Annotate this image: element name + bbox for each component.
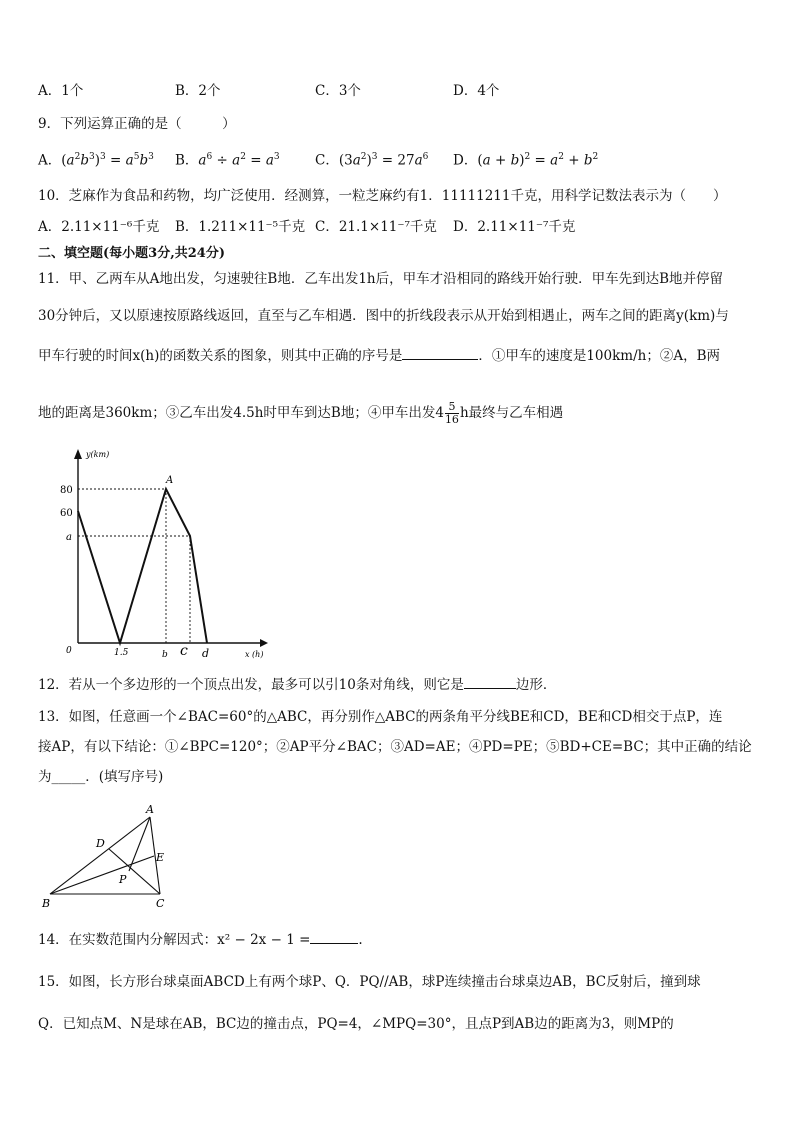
q14-text: 14．在实数范围内分解因式：x² − 2x − 1 = . — [38, 932, 363, 948]
graph-polyline — [78, 489, 207, 643]
answer-blank — [310, 931, 358, 944]
q8-option-d: D．4个 — [453, 83, 500, 99]
q13-line3: 为_____．(填写序号) — [38, 769, 164, 785]
y-tick-80: 80 — [60, 485, 73, 496]
label-a: A — [146, 803, 154, 816]
q11-line1: 11．甲、乙两车从A地出发，匀速驶往B地．乙车出发1h后，甲车才沿相同的路线开始行驶．甲车先到达B地并停留 — [38, 271, 724, 287]
triangle-figure — [38, 798, 178, 913]
label-d: D — [96, 837, 105, 850]
x-tick-b: b — [162, 650, 168, 660]
q9-option-a: A．$(a^2b^3)^3 = a^5b^3$ — [38, 152, 154, 169]
section-title: 二、填空题(每小题3分,共24分) — [38, 246, 225, 261]
q9-option-d: D．$(a + b)^2 = a^2 + b^2$ — [453, 152, 599, 169]
q11-line3: 甲车行驶的时间x(h)的函数关系的图象，则其中正确的序号是 ．①甲车的速度是100km/h；②A，B两 — [38, 348, 721, 364]
answer-blank — [402, 347, 478, 360]
y-tick-a: a — [66, 532, 72, 543]
origin-label: 0 — [66, 646, 72, 656]
label-p: P — [119, 873, 127, 886]
distance-time-graph — [40, 445, 275, 670]
answer-blank — [464, 676, 516, 689]
q8-option-b: B．2个 — [175, 83, 221, 99]
q15-line1: 15．如图，长方形台球桌面ABCD上有两个球P、Q．PQ//AB，球P连续撞击台球桌边AB，BC反射后，撞到球 — [38, 974, 701, 990]
q10-option-d: D．2.11×11⁻⁷千克 — [453, 219, 576, 235]
q10-option-a: A．2.11×11⁻⁶千克 — [38, 219, 160, 235]
fraction: $\frac{5}{16}$ — [444, 400, 459, 426]
q15-line2: Q．已知点M、N是球在AB，BC边的撞击点，PQ=4，∠MPQ=30°，且点P到AB边的距离为3，则MP的 — [38, 1016, 674, 1032]
q10-option-c: C．21.1×11⁻⁷千克 — [315, 219, 437, 235]
q13-line2: 接AP，有以下结论：①∠BPC=120°；②AP平分∠BAC；③AD=AE；④PD=PE；⑤BD+CE=BC；其中正确的结论 — [38, 739, 752, 755]
q8-option-a: A．1个 — [38, 83, 84, 99]
q10-stem: 10．芝麻作为食品和药物，均广泛使用．经测算，一粒芝麻约有1．11111211千克，用科学记数法表示为（ ） — [38, 188, 727, 204]
x-tick-1-5: 1.5 — [114, 648, 129, 658]
q11-line4: 地的距离是360km；③乙车出发4.5h时甲车到达B地；④甲车出发4 $\frac{5}{16}$ h最终与乙车相遇 — [38, 400, 564, 426]
point-a-label: A — [166, 475, 174, 486]
q8-option-c: C．3个 — [315, 83, 361, 99]
y-tick-60: 60 — [60, 508, 73, 519]
x-axis-label: x (h) — [245, 650, 264, 659]
q12-text: 12．若从一个多边形的一个顶点出发，最多可以引10条对角线，则它是 边形． — [38, 677, 557, 693]
label-b: B — [42, 897, 51, 910]
y-axis-arrow — [74, 449, 82, 459]
x-tick-d: d — [202, 647, 210, 660]
y-axis-label: y(km) — [86, 450, 110, 459]
q13-line1: 13．如图，任意画一个∠BAC=60°的△ABC，再分别作△ABC的两条角平分线BE和CD，BE和CD相交于点P，连 — [38, 709, 723, 725]
q10-option-b: B．1.211×11⁻⁵千克 — [175, 219, 306, 235]
q11-line2: 30分钟后，又以原速按原路线返回，直至与乙车相遇．图中的折线段表示从开始到相遇止，两车之间的距离y(km)与 — [38, 308, 729, 324]
x-axis-arrow — [260, 639, 268, 647]
x-tick-c: c — [180, 643, 188, 659]
label-c: C — [156, 897, 165, 910]
label-e: E — [156, 851, 165, 864]
q9-option-c: C．$(3a^2)^3 = 27a^6$ — [315, 152, 429, 169]
q9-stem: 9．下列运算正确的是（ ） — [38, 116, 236, 132]
q9-option-b: B．$a^6 \div a^2 = a^3$ — [175, 152, 280, 169]
